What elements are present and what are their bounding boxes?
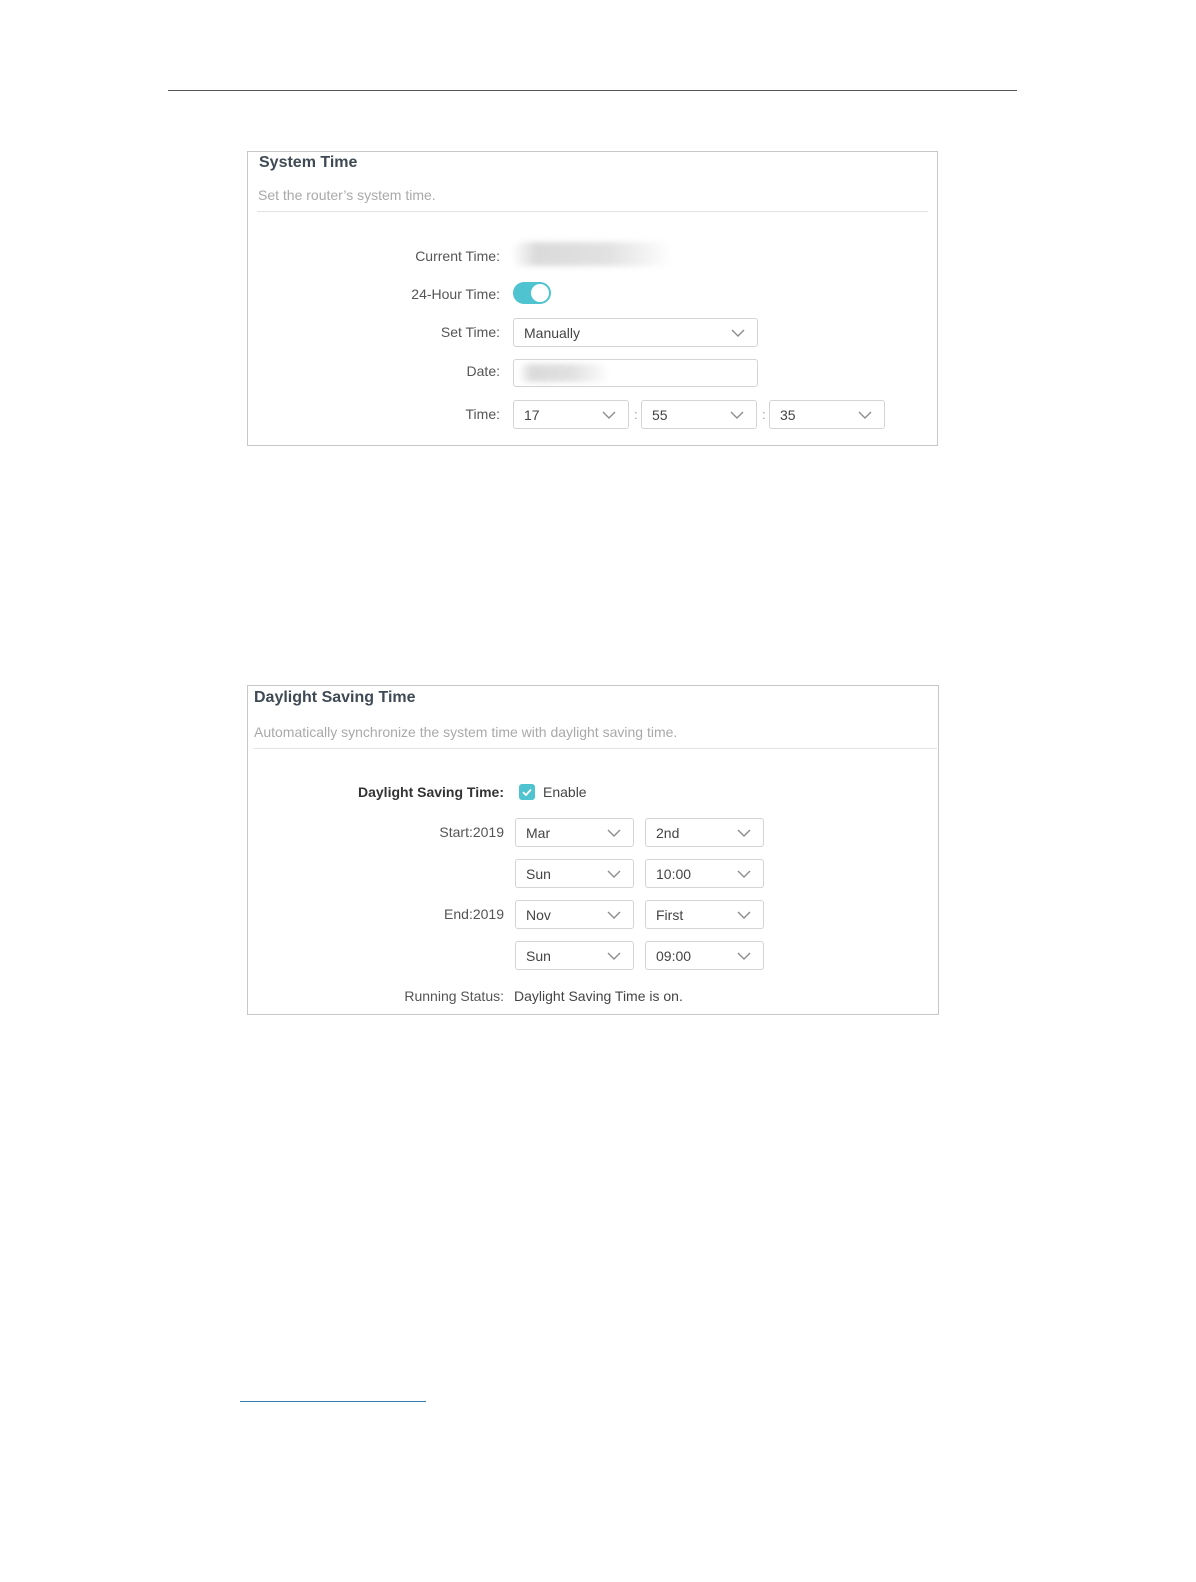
end-day-select[interactable]	[515, 941, 634, 970]
start-month-select[interactable]	[515, 818, 634, 847]
select-value: 35	[780, 407, 796, 423]
chevron-down-icon	[858, 408, 872, 422]
hour24-toggle[interactable]	[513, 282, 551, 304]
date-input[interactable]	[513, 359, 758, 387]
dst-label: Daylight Saving Time:	[358, 784, 504, 800]
system-time-panel	[247, 151, 938, 446]
dst-enable-checkbox[interactable]	[519, 784, 535, 800]
minute-select[interactable]	[641, 400, 757, 429]
chevron-down-icon	[737, 908, 751, 922]
date-value-redacted	[518, 364, 610, 382]
select-value: Manually	[524, 325, 581, 341]
set-time-label: Set Time:	[440, 324, 500, 340]
dst-enable-label[interactable]: Enable	[543, 784, 587, 800]
check-icon	[519, 784, 535, 800]
select-value: First	[656, 907, 684, 923]
select-value: Sun	[526, 866, 551, 882]
select-value: 17	[524, 407, 540, 423]
running-status-label: Running Status:	[404, 988, 504, 1004]
select-value: 10:00	[656, 866, 692, 882]
panel-divider	[257, 211, 928, 212]
end-time-select[interactable]	[645, 941, 764, 970]
chevron-down-icon	[731, 326, 745, 340]
chevron-down-icon	[607, 867, 621, 881]
panel-description: Automatically synchronize the system time with daylight saving time.	[254, 724, 678, 740]
panel-divider	[253, 748, 937, 749]
second-select[interactable]	[769, 400, 885, 429]
start-day-select[interactable]	[515, 859, 634, 888]
start-label: Start:2019	[439, 824, 504, 840]
time-separator: :	[634, 407, 638, 422]
chevron-down-icon	[730, 408, 744, 422]
panel-description: Set the router’s system time.	[258, 187, 436, 203]
panel-title: System Time	[259, 154, 358, 171]
hour-select[interactable]	[513, 400, 629, 429]
chevron-down-icon	[737, 867, 751, 881]
select-value: Mar	[526, 825, 551, 841]
select-value: 55	[652, 407, 668, 423]
hour24-label: 24-Hour Time:	[411, 286, 500, 302]
start-time-select[interactable]	[645, 859, 764, 888]
footnote-rule	[240, 1401, 426, 1402]
toggle-knob	[531, 284, 549, 302]
chevron-down-icon	[737, 949, 751, 963]
start-week-select[interactable]	[645, 818, 764, 847]
running-status-value: Daylight Saving Time is on.	[514, 988, 683, 1004]
chevron-down-icon	[607, 826, 621, 840]
select-value: Sun	[526, 948, 551, 964]
time-separator: :	[762, 407, 766, 422]
time-label: Time:	[465, 406, 500, 422]
panel-title: Daylight Saving Time	[254, 689, 416, 706]
daylight-saving-panel	[247, 685, 939, 1015]
set-time-select[interactable]	[513, 318, 758, 347]
current-time-value-redacted	[512, 242, 672, 266]
page-header-rule	[168, 90, 1017, 91]
chevron-down-icon	[607, 908, 621, 922]
select-value: 09:00	[656, 948, 692, 964]
chevron-down-icon	[607, 949, 621, 963]
end-month-select[interactable]	[515, 900, 634, 929]
end-label: End:2019	[444, 906, 504, 922]
chevron-down-icon	[737, 826, 751, 840]
select-value: 2nd	[656, 825, 680, 841]
chevron-down-icon	[602, 408, 616, 422]
date-label: Date:	[466, 363, 500, 379]
end-week-select[interactable]	[645, 900, 764, 929]
current-time-label: Current Time:	[415, 248, 500, 264]
select-value: Nov	[526, 907, 551, 923]
